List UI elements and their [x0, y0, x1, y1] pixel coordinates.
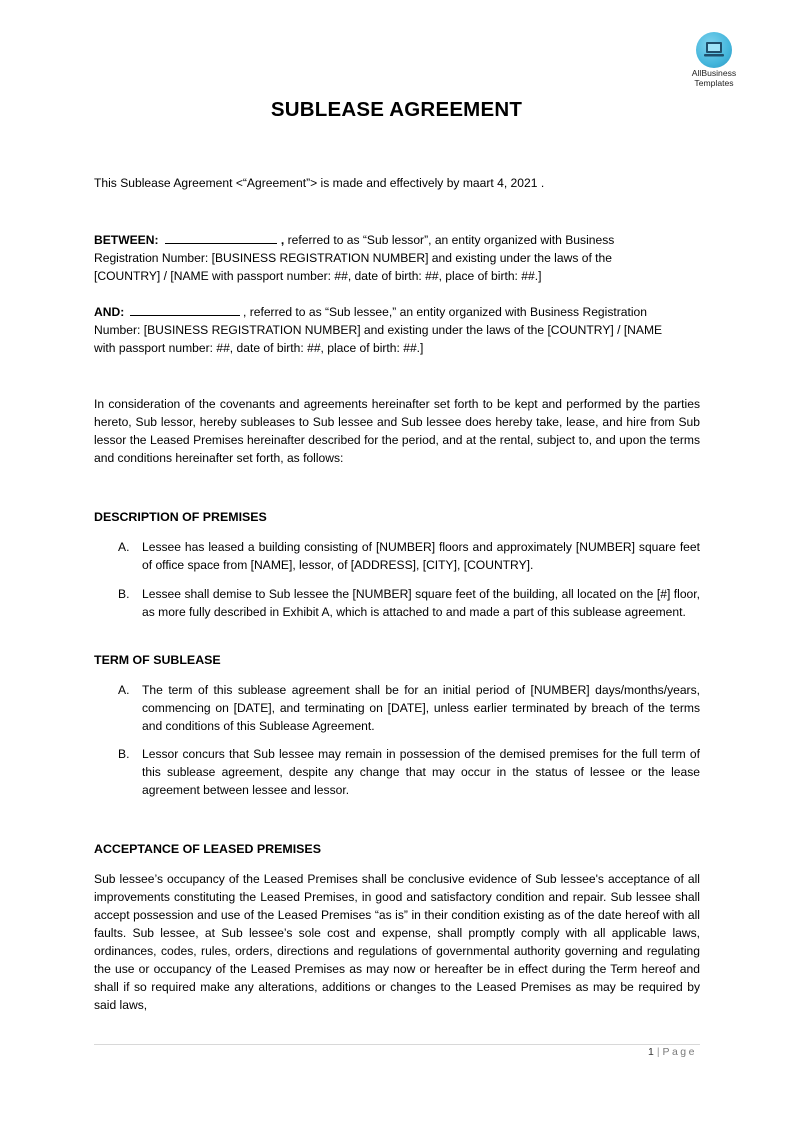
- logo-line-1: AllBusiness: [691, 68, 737, 78]
- consideration-paragraph: In consideration of the covenants and agreements hereinafter set forth to be kept and performed by the parties hereto, Sub lessor, hereby subleases to Sub lessee and Sub lessee does hereby take, lease, and hire from Sub lessor the Leased Premises hereinafter described for the period, and at the rental, subject to, and upon the terms and conditions hereinafter set forth, as follows:: [94, 397, 700, 465]
- list-item-letter: A.: [118, 540, 130, 554]
- sublessee-name-blank[interactable]: [130, 304, 240, 316]
- acceptance-paragraph: Sub lessee’s occupancy of the Leased Premises shall be conclusive evidence of Sub lessee's acceptance of all improvements constituting the Leased Premises, in good and satisfactory condition and repair. Sub lessee shall accept possession and use of the Leased Premises “as is” in their condition existing as of the date hereof with all faults. Sub lessee, at Sub lessee’s sole cost and expense, shall promptly comply with all applicable laws, ordinances, codes, rules, orders, directions and regulations of governmental authority governing and regulating the use or occupancy of the Leased Premises as may now or hereafter be in effect during the Term hereof and shall if so required make any alterations, additions or changes to the Leased Premises as may be required by said laws,: [94, 872, 700, 1012]
- between-line-2: Registration Number: [BUSINESS REGISTRATION NUMBER] and existing under the laws of the: [94, 251, 612, 265]
- sublessor-name-blank[interactable]: [165, 232, 277, 244]
- list-item: [94, 538, 700, 574]
- between-line-1: referred to as “Sub lessor”, an entity organized with Business: [287, 233, 615, 247]
- between-comma: ,: [280, 233, 285, 247]
- list-item-letter: B.: [118, 587, 130, 601]
- laptop-icon: [696, 32, 732, 68]
- footer-divider: [94, 1044, 700, 1045]
- list-item: [94, 745, 700, 799]
- and-paragraph: [94, 303, 700, 357]
- list-item: [94, 585, 700, 621]
- logo-text: [683, 69, 745, 88]
- heading-description-of-premises: DESCRIPTION OF PREMISES: [94, 510, 267, 524]
- page-footer: [648, 1046, 697, 1058]
- between-label: BETWEEN:: [94, 233, 159, 247]
- and-line-3: with passport number: ##, date of birth: ##, place of birth: ##.]: [94, 341, 424, 355]
- and-line-2: Number: [BUSINESS REGISTRATION NUMBER] and existing under the laws of the [COUNTRY] / [NAME: [94, 323, 663, 337]
- page-number: 1: [648, 1046, 654, 1058]
- page-separator: |: [656, 1046, 660, 1058]
- heading-term-of-sublease: TERM OF SUBLEASE: [94, 653, 221, 667]
- logo-line-2: Templates: [694, 77, 734, 88]
- list-item-text: The term of this sublease agreement shall be for an initial period of [NUMBER] days/months/years, commencing on [DATE], and terminating on [DATE], unless earlier terminated by breach of the terms and conditions of this Sublease Agreement.: [142, 683, 700, 733]
- allbusiness-templates-logo: [683, 32, 745, 88]
- intro-paragraph: This Sublease Agreement <“Agreement”> is made and effectively by maart 4, 2021 .: [94, 176, 545, 190]
- list-item: [94, 681, 700, 735]
- heading-acceptance-of-leased-premises: ACCEPTANCE OF LEASED PREMISES: [94, 842, 321, 856]
- page-word: Page: [662, 1046, 697, 1058]
- list-item-letter: B.: [118, 747, 130, 761]
- and-line-1: , referred to as “Sub lessee,” an entity organized with Business Registration: [242, 305, 647, 319]
- document-title: SUBLEASE AGREEMENT: [270, 98, 523, 121]
- list-item-text: Lessee has leased a building consisting of [NUMBER] floors and approximately [NUMBER] square feet of office space from [NAME], lessor, of [ADDRESS], [CITY], [COUNTRY].: [142, 540, 700, 572]
- list-item-text: Lessor concurs that Sub lessee may remain in possession of the demised premises for the full term of this sublease agreement, despite any change that may occur in the status of lessee or the lease agreement between lessee and lessor.: [142, 747, 700, 797]
- list-item-text: Lessee shall demise to Sub lessee the [NUMBER] square feet of the building, all located on the [#] floor, as more fully described in Exhibit A, which is attached to and made a part of this sublease agreement.: [142, 587, 700, 619]
- and-label: AND:: [94, 305, 125, 319]
- between-line-3: [COUNTRY] / [NAME with passport number: ##, date of birth: ##, place of birth: ##.]: [94, 269, 542, 283]
- list-item-letter: A.: [118, 683, 130, 697]
- between-paragraph: [94, 231, 700, 285]
